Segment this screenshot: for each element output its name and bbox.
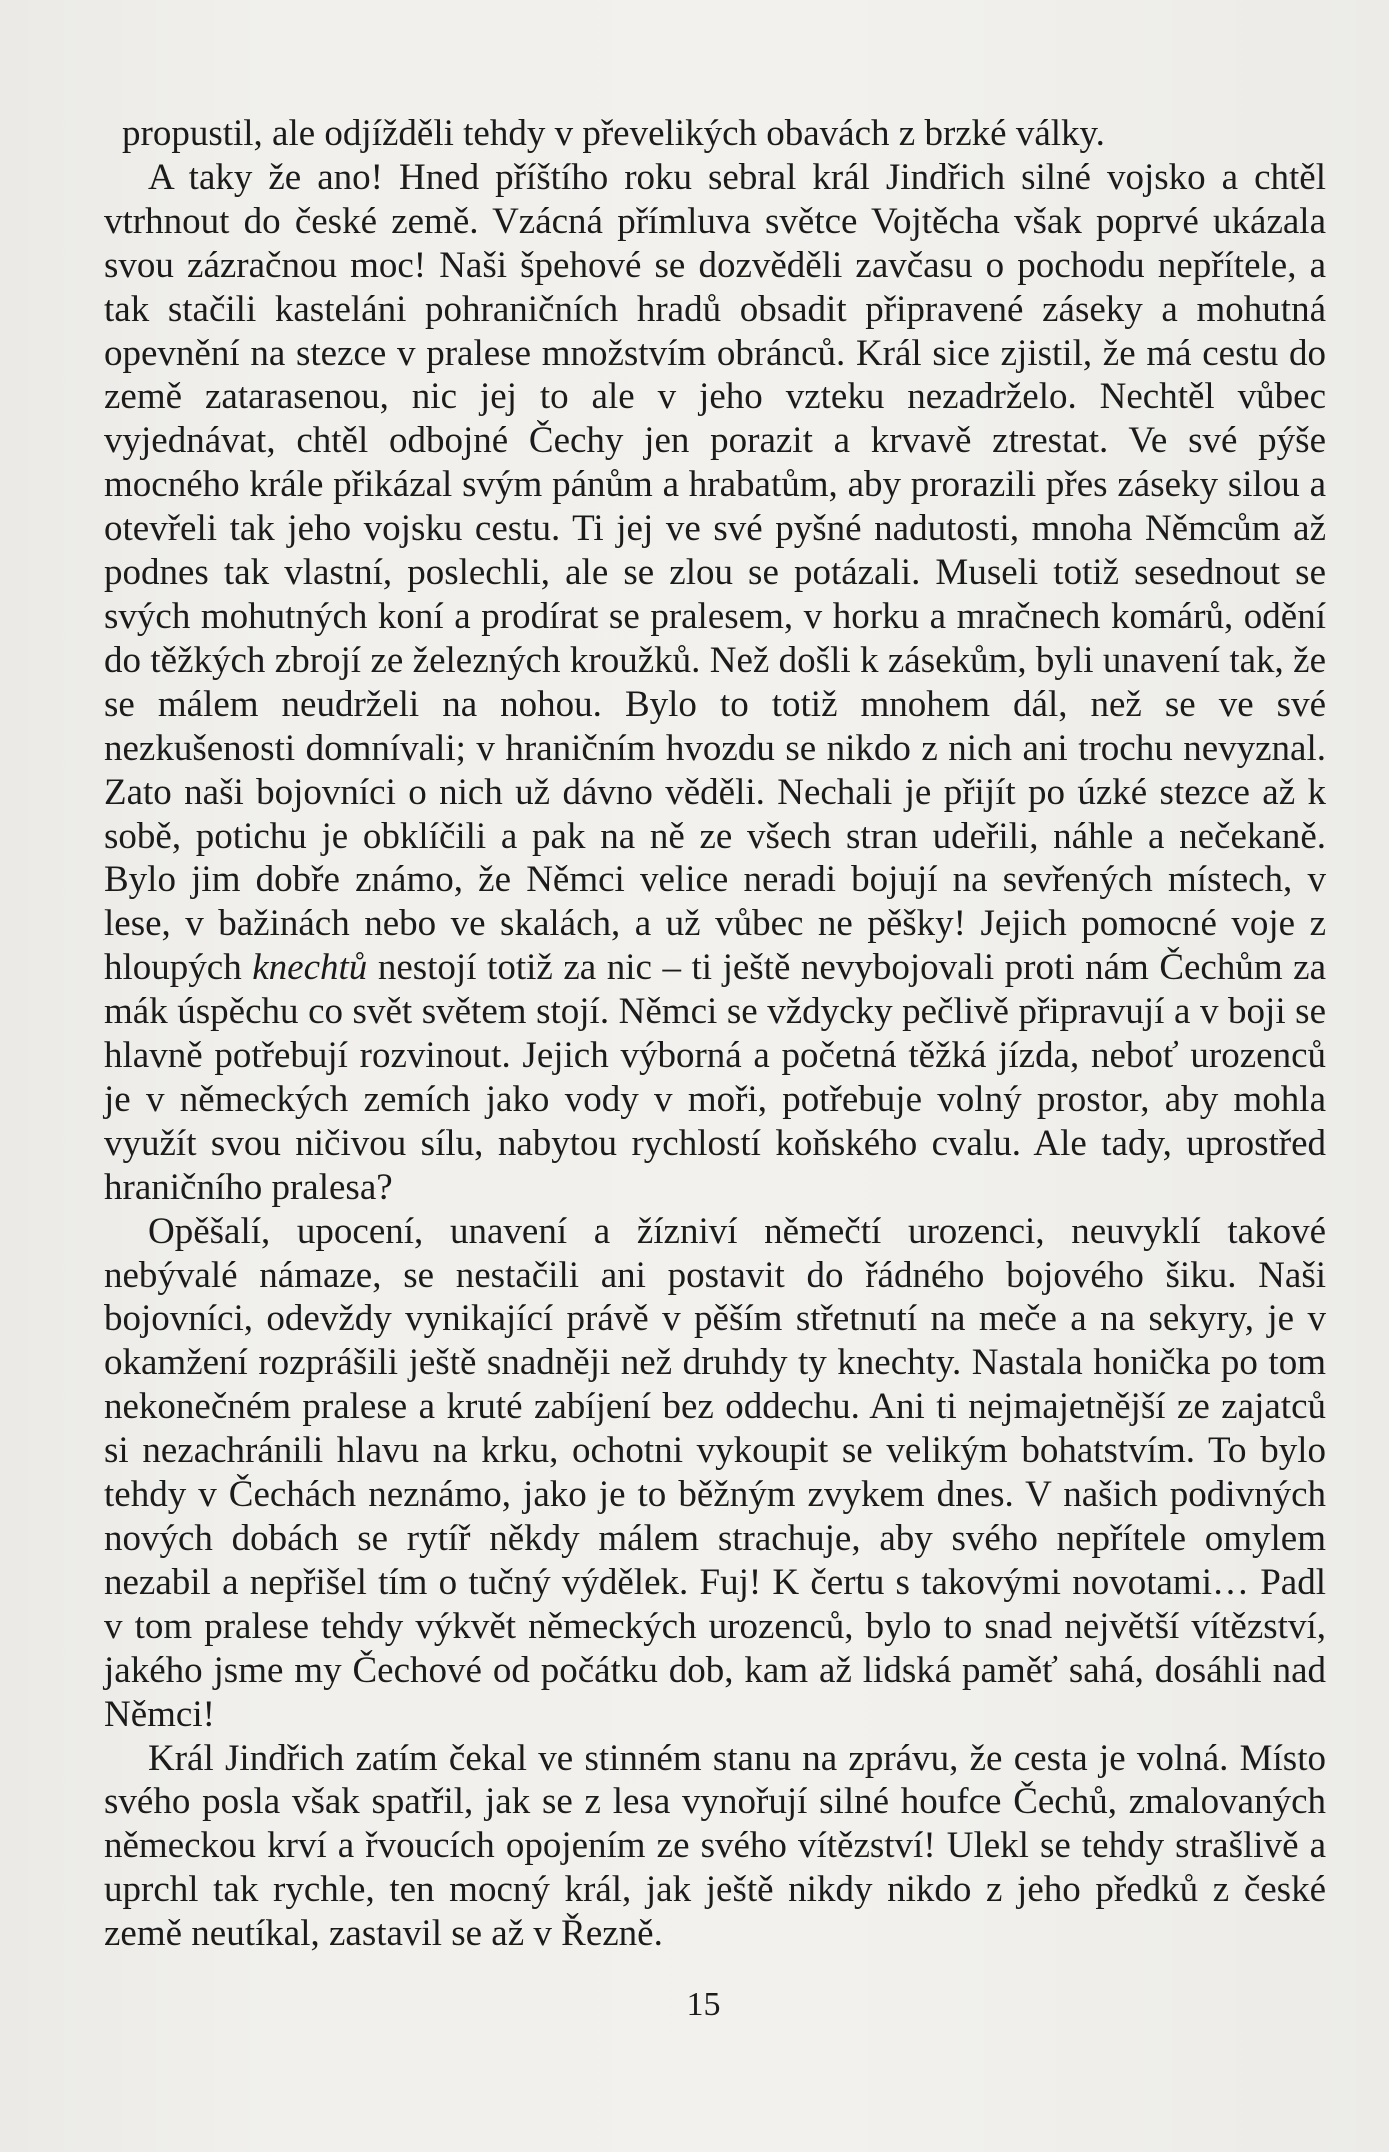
- paragraph-2-start: A taky že ano! Hned příštího roku sebral král Jindřich silné vojsko a chtěl vtrhnout do české země. Vzácná přímluva světce Vojtěcha však poprvé ukázala svou zázračnou moc! Naši špehové se dozvěděli zavčasu o pochodu nepřítele, a tak stačili kasteláni pohraničních hradů obsadit připravené záseky a mohutná opevnění na stezce v pralese množstvím obránců. Král sice zjistil, že má cestu do země zatarasenou, nic jej to ale v jeho vzteku nezadrželo. Nechtěl vůbec vyjednávat, chtěl odbojné Čechy jen porazit a krvavě ztrestat. Ve své pýše mocného krále přikázal svým pánům a hrabatům, aby prorazili přes záseky silou a otevřeli tak jeho vojsku cestu. Ti jej ve své pyšné nadutosti, mnoha Němcům až podnes tak vlastní, poslechli, ale se zlou se potázali. Museli totiž sesednout se svých mohutných koní a prodírat se pralesem, v horku a mračnech komárů, odění do těžkých zbrojí ze železných kroužků. Než došli k zásekům, byli unavení tak, že se málem neudrželi na nohou. Bylo to totiž mnohem dál, než se ve své nezkušenosti domnívali; v hraničním hvozdu se nikdo z nich ani trochu nevyznal. Zato naši bojovníci o nich už dávno věděli. Nechali je přijít po úzké stezce až k sobě, potichu je obklíčili a pak na ně ze všech stran udeřili, náhle a nečekaně. Bylo jim dobře známo, že Němci velice neradi bojují na sevřených místech, v lese, v bažinách nebo ve skalách, a už vůbec ne pěšky! Jejich pomocné voje z hloupých: [104, 156, 1326, 989]
- paragraph-4: Král Jindřich zatím čekal ve stinném stanu na zprávu, že cesta je volná. Místo svého posla však spatřil, jak se z lesa vynořují silné houfce Čechů, zmalovaných německou krví a řvoucích opojením ze svého vítězství! Ulekl se tehdy strašlivě a uprchl tak rychle, ten mocný král, jak ještě nikdy nikdo z jeho předků z české země neutíkal, zastavil se až v Řezně.: [104, 1737, 1326, 1955]
- paragraph-1: propustil, ale odjížděli tehdy v převelikých obavách z brzké války.: [122, 113, 1105, 154]
- italic-term: knechtů: [252, 947, 368, 989]
- page-number: [0, 1986, 1389, 2024]
- paragraph-2-end: nestojí totiž za nic – ti ještě nevybojovali proti nám Čechům za mák úspěchu co svět světem stojí. Němci se vždycky pečlivě připravují a v boji se hlavně potřebují rozvinout. Jejich výborná a početná těžká jízda, neboť urozenců je v německých zemích jako vody v moři, potřebuje volný prostor, aby mohla využít svou ničivou sílu, nabytou rychlostí koňského cvalu. Ale tady, uprostřed hraničního pralesa?: [104, 947, 1327, 1208]
- paragraph-2: [104, 156, 1326, 1210]
- paragraph-3: Opěšalí, upocení, unavení a žízniví němečtí urozenci, neuvyklí takové nebývalé námaze, se nestačili ani postavit do řádného bojového šiku. Naši bojovníci, odevždy vynikající právě v pěším střetnutí na meče a na sekyry, je v okamžení rozprášili ještě snadněji než druhdy ty knechty. Nastala honička po tom nekonečném pralese a kruté zabíjení bez oddechu. Ani ti nejmajetnější ze zajatců si nezachránili hlavu na krku, ochotni vykoupit se velikým bohatstvím. To bylo tehdy v Čechách neznámo, jako je to běžným zvykem dnes. V našich podivných nových dobách se rytíř někdy málem strachuje, aby svého nepřítele omylem nezabil a nepřišel tím o tučný výdělek. Fuj! K čertu s takovými novotami… Padl v tom pralese tehdy výkvět německých urozenců, bylo to snad největší vítězství, jakého jsme my Čechové od počátku dob, kam až lidská paměť sahá, dosáhli nad Němci!: [104, 1210, 1326, 1735]
- body-text: [104, 112, 1326, 1956]
- page-number-text: 15: [686, 1986, 721, 2023]
